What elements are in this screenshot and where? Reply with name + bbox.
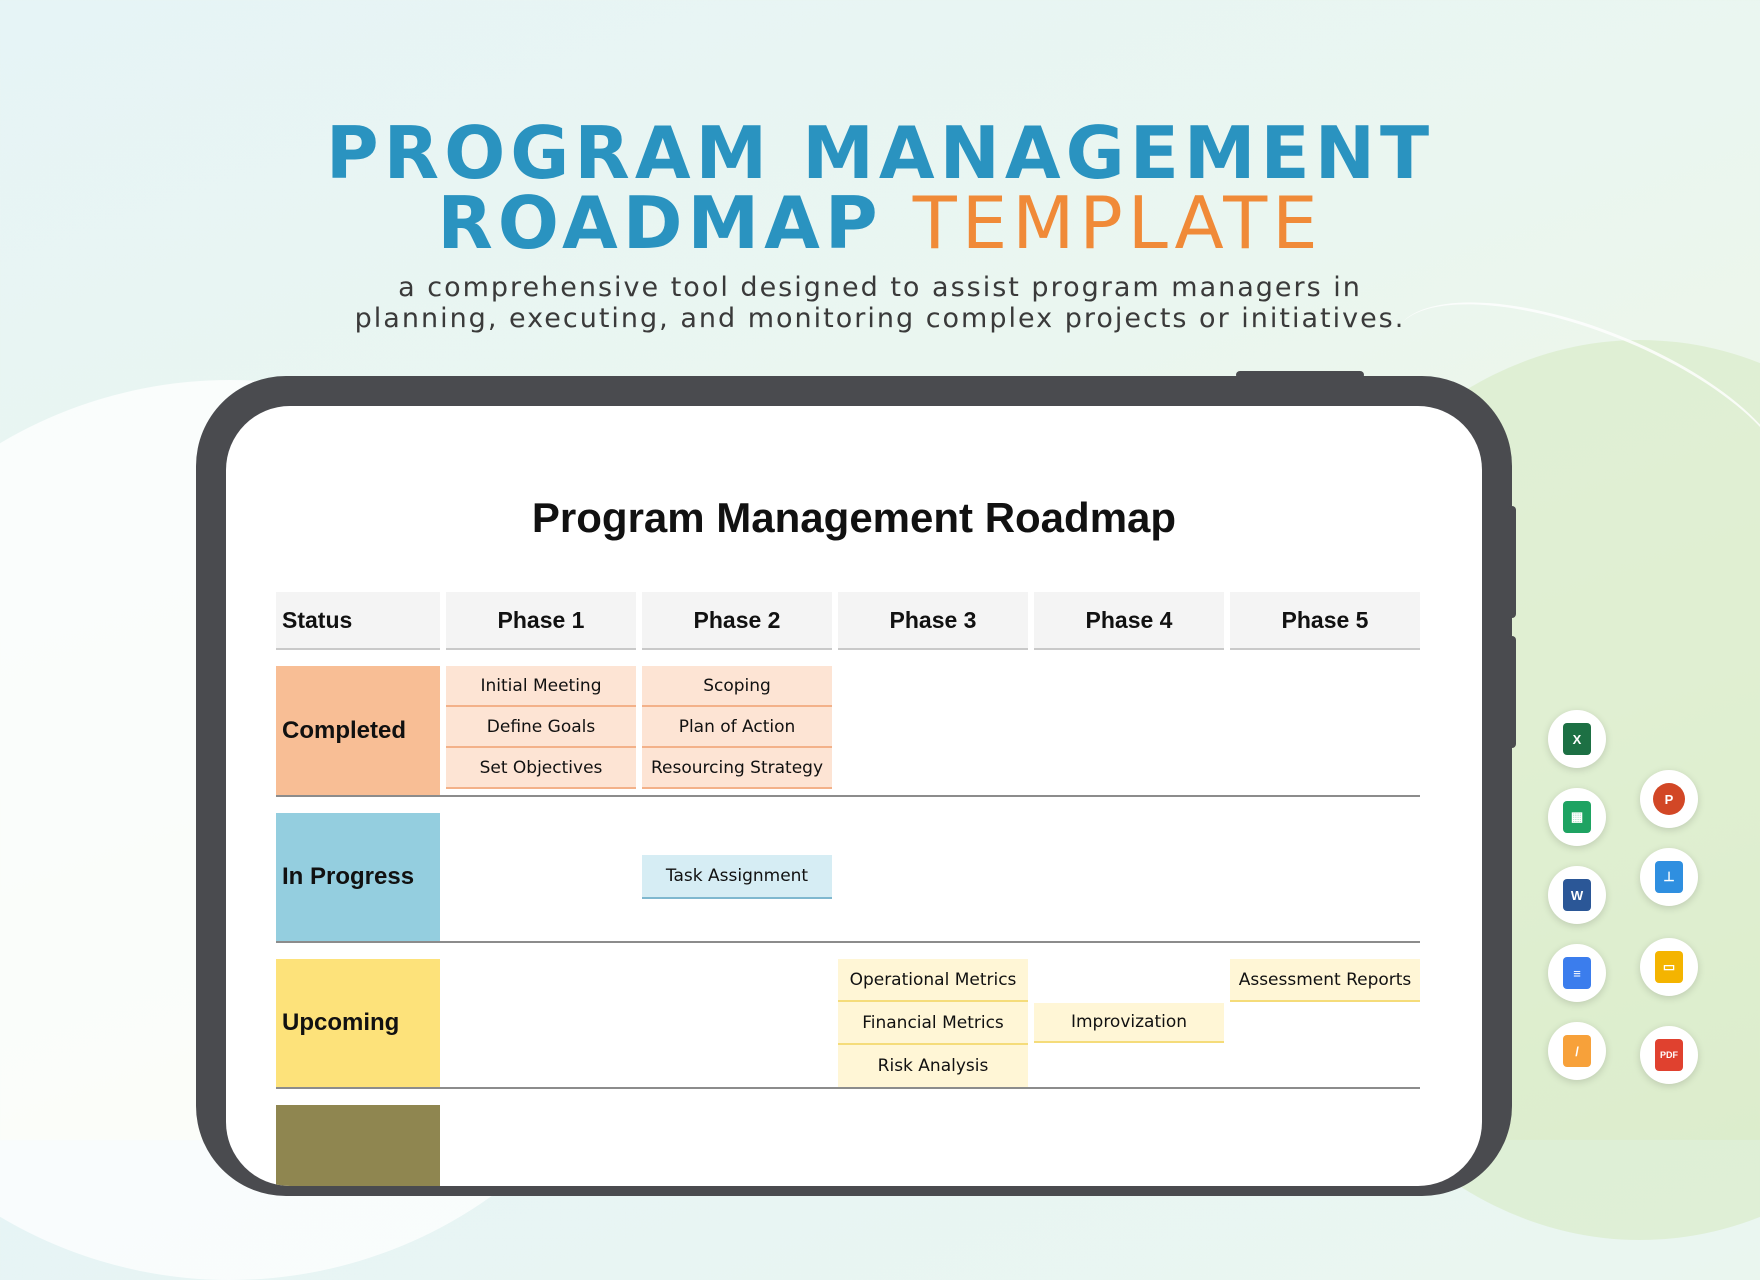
excel-icon[interactable] [1548,710,1606,768]
task-card[interactable]: Resourcing Strategy [642,748,832,789]
status-next [276,1105,440,1186]
hero-title-line1: PROGRAM MANAGEMENT [325,111,1435,195]
hero-title [0,111,1760,265]
task-card[interactable]: Plan of Action [642,707,832,748]
in-progress-phase-1 [446,813,636,941]
google-docs-icon[interactable] [1548,944,1606,1002]
completed-phase-1 [446,666,636,795]
pages-icon[interactable] [1548,1022,1606,1080]
in-progress-phase-3 [838,813,1028,941]
upcoming-phase-5 [1230,959,1420,1087]
word-glyph: W [1563,879,1591,911]
header-phase-1: Phase 1 [446,592,636,650]
tablet-screen [226,406,1482,1186]
tablet-side-button [1508,636,1516,748]
hero-subtitle-line1: a comprehensive tool designed to assist program managers in [398,272,1362,303]
tablet-side-button [1508,506,1516,618]
in-progress-phase-5 [1230,813,1420,941]
sheets-glyph: ▦ [1563,801,1591,833]
task-card[interactable]: Improvization [1034,1003,1224,1043]
in-progress-phase-4 [1034,813,1224,941]
task-card[interactable]: Define Goals [446,707,636,748]
hero-section [0,111,1760,334]
task-card[interactable]: Set Objectives [446,748,636,789]
excel-glyph: X [1563,723,1591,755]
header-phase-5: Phase 5 [1230,592,1420,650]
upcoming-phase-4 [1034,959,1224,1087]
completed-phase-2 [642,666,832,795]
pdf-icon[interactable] [1640,1026,1698,1084]
task-card[interactable]: Initial Meeting [446,666,636,707]
pdf-glyph: PDF [1655,1039,1683,1071]
hero-subtitle [330,272,1430,334]
word-icon[interactable] [1548,866,1606,924]
powerpoint-icon[interactable] [1640,770,1698,828]
upcoming-phase-2 [642,959,832,1087]
hero-title-accent: TEMPLATE [912,181,1323,265]
google-slides-icon[interactable] [1640,938,1698,996]
header-status: Status [276,592,440,650]
powerpoint-glyph: P [1653,783,1685,815]
hero-subtitle-line2: planning, executing, and monitoring complex projects or initiatives. [354,303,1406,334]
in-progress-phase-2 [642,813,832,941]
status-upcoming: Upcoming [276,959,440,1087]
pages-glyph: / [1563,1035,1591,1067]
roadmap-table [276,592,1420,1186]
google-sheets-icon[interactable] [1548,788,1606,846]
slides-glyph: ▭ [1655,951,1683,983]
completed-phase-4 [1034,666,1224,795]
upcoming-phase-3 [838,959,1028,1087]
header-phase-3: Phase 3 [838,592,1028,650]
hero-title-line2: ROADMAP [437,181,883,265]
document-title: Program Management Roadmap [531,494,1177,541]
header-phase-2: Phase 2 [642,592,832,650]
task-card[interactable]: Scoping [642,666,832,707]
keynote-icon[interactable] [1640,848,1698,906]
header-phase-4: Phase 4 [1034,592,1224,650]
task-card[interactable]: Operational Metrics [838,959,1028,1002]
completed-phase-5 [1230,666,1420,795]
tablet-top-button [1236,371,1364,379]
status-completed: Completed [276,666,440,795]
docs-glyph: ≡ [1563,957,1591,989]
task-card[interactable]: Risk Analysis [838,1045,1028,1087]
task-card[interactable]: Task Assignment [642,855,832,899]
keynote-glyph: ⊥ [1655,861,1683,893]
status-in-progress: In Progress [276,813,440,941]
completed-phase-3 [838,666,1028,795]
task-card[interactable]: Assessment Reports [1230,959,1420,1002]
upcoming-phase-1 [446,959,636,1087]
task-card[interactable]: Financial Metrics [838,1002,1028,1045]
